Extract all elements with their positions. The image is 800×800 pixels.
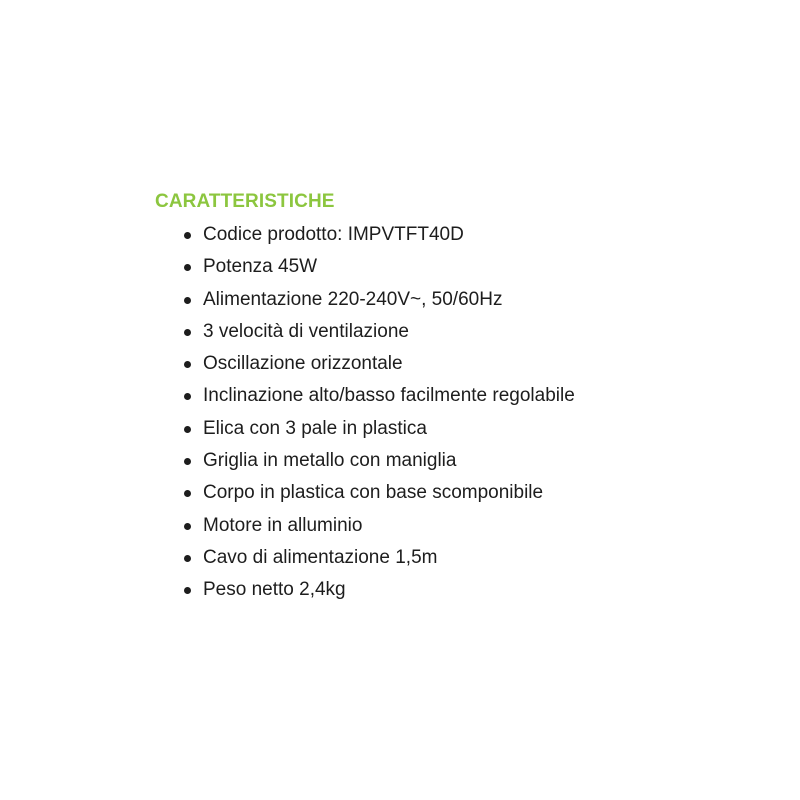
bullet-icon — [184, 232, 191, 239]
feature-item — [183, 350, 575, 382]
feature-list — [183, 221, 575, 609]
bullet-icon — [184, 361, 191, 368]
bullet-icon — [184, 458, 191, 465]
feature-text: Oscillazione orizzontale — [203, 353, 403, 375]
feature-item — [183, 221, 575, 253]
bullet-icon — [184, 523, 191, 530]
feature-item — [183, 382, 575, 414]
feature-item — [183, 479, 575, 511]
feature-text: 3 velocità di ventilazione — [203, 320, 409, 342]
bullet-icon — [184, 587, 191, 594]
feature-item — [183, 447, 575, 479]
feature-text: Peso netto 2,4kg — [203, 579, 346, 601]
feature-text: Cavo di alimentazione 1,5m — [203, 546, 438, 568]
feature-text: Potenza 45W — [203, 256, 318, 278]
feature-text: Codice prodotto: IMPVTFT40D — [203, 224, 464, 245]
feature-item — [183, 576, 575, 608]
feature-text: Alimentazione 220-240V~, 50/60Hz — [203, 288, 503, 310]
feature-item — [183, 318, 575, 350]
bullet-icon — [184, 393, 191, 400]
bullet-icon — [184, 329, 191, 336]
feature-text: Inclinazione alto/basso facilmente regolabile — [203, 385, 575, 407]
feature-text: Elica con 3 pale in plastica — [203, 417, 427, 439]
section-title: CARATTERISTICHE — [155, 191, 335, 212]
bullet-icon — [184, 490, 191, 497]
bullet-icon — [184, 426, 191, 433]
feature-item — [183, 253, 575, 285]
bullet-icon — [184, 264, 191, 271]
bullet-icon — [184, 297, 191, 304]
feature-item — [183, 512, 575, 544]
feature-item — [183, 286, 575, 318]
bullet-icon — [184, 555, 191, 562]
feature-text: Griglia in metallo con maniglia — [203, 450, 457, 472]
feature-item — [183, 415, 575, 447]
feature-item — [183, 544, 575, 576]
feature-text: Motore in alluminio — [203, 514, 363, 536]
feature-text: Corpo in plastica con base scomponibile — [203, 482, 544, 504]
